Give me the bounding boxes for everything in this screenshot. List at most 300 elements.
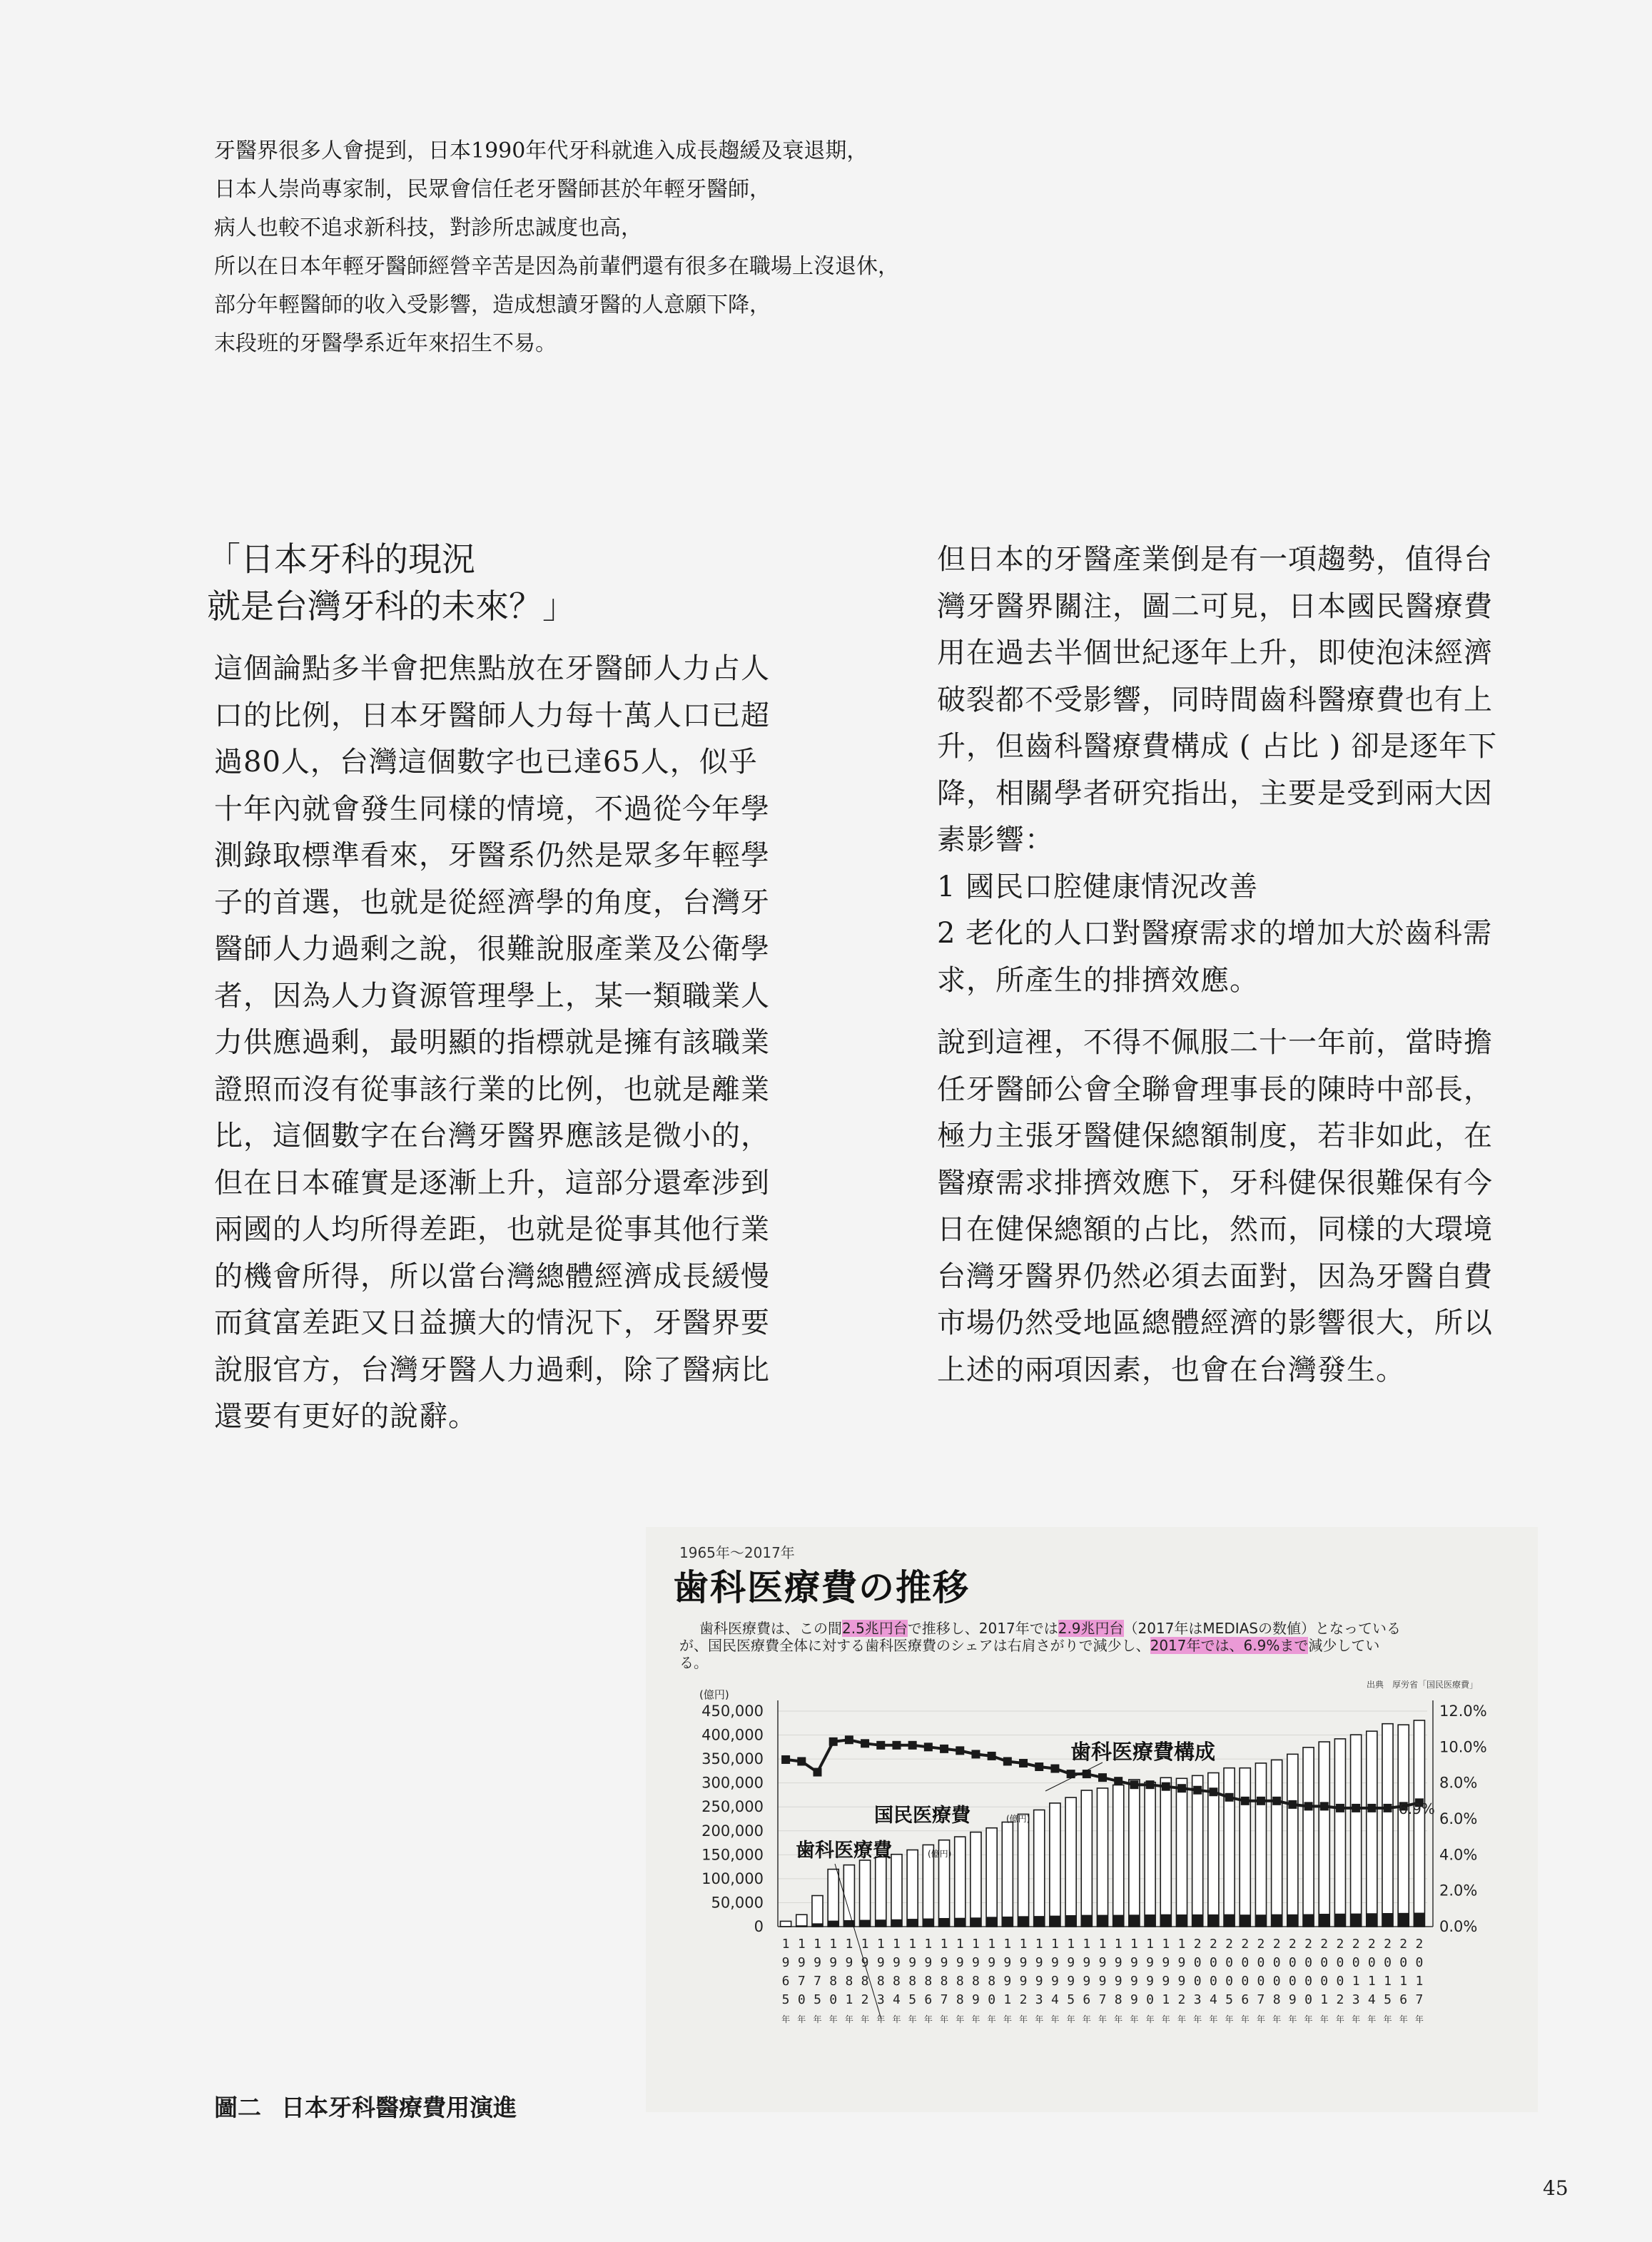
x-year-suffix: 年 [1225,2014,1234,2024]
dental-cost-bar [1081,1915,1092,1927]
text-line: 日在健保總額的占比，然而，同樣的大環境 [937,1213,1493,1246]
x-year-digit: 1 [908,1937,917,1952]
x-year-digit: 1 [845,1937,853,1952]
x-year-suffix: 年 [1035,2014,1044,2024]
national-cost-bar [843,1865,854,1927]
x-year-suffix: 年 [797,2014,806,2024]
x-year-digit: 9 [1019,1955,1028,1970]
text-line: 口的比例，日本牙醫師人力每十萬人口已超 [214,699,770,732]
right-tick-label: 4.0% [1439,1846,1478,1864]
text-line: 的機會所得，所以當台灣總體經濟成長緩慢 [214,1259,770,1293]
dental-share-marker [940,1745,948,1753]
dental-share-marker [1209,1787,1217,1796]
left-tick-label: 300,000 [701,1774,764,1792]
x-year-digit: 8 [972,1974,980,1989]
national-cost-bar [1367,1731,1377,1927]
x-year-digit: 2 [1177,1992,1186,2007]
figure-desc-line: る。 [679,1654,708,1671]
x-year-digit: 0 [1146,1992,1155,2007]
text-line: 降，相關學者研究指出，主要是受到兩大因 [937,776,1493,810]
dental-cost-bar [1351,1914,1362,1927]
x-year-digit: 0 [1415,1955,1424,1970]
x-year-digit: 8 [845,1974,853,1989]
national-cost-bar [1351,1735,1362,1927]
national-cost-bar [971,1832,981,1927]
x-year-digit: 9 [1083,1955,1091,1970]
desc-text: で推移し、2017年では [907,1620,1058,1637]
x-year-suffix: 年 [908,2014,917,2024]
x-year-digit: 1 [1003,1992,1012,2007]
dental-cost-bar [1319,1914,1329,1927]
dental-cost-bar [1255,1914,1266,1927]
left-tick-label: 150,000 [701,1846,764,1864]
x-year-digit: 3 [1352,1992,1360,2007]
text-line: 但在日本確實是逐漸上升，這部分還牽涉到 [214,1166,770,1199]
national-cost-bar [1414,1720,1424,1927]
x-year-digit: 0 [1304,1974,1312,1989]
x-year-digit: 2 [1336,1937,1344,1952]
dental-cost-bar [828,1921,838,1927]
x-year-digit: 7 [1415,1992,1424,2007]
right-column-text [937,537,1551,1394]
x-year-digit: 9 [908,1955,917,1970]
x-year-digit: 2 [1209,1937,1217,1952]
x-year-digit: 0 [1336,1974,1344,1989]
annotation-final-share: 6.9% [1399,1800,1435,1817]
national-cost-bar [1160,1777,1171,1927]
list-item-continued: 求，所產生的排擠效應。 [937,963,1259,997]
paragraph-gap [937,1004,1551,1020]
desc-text: 減少してい [1308,1637,1380,1654]
x-year-digit: 3 [1193,1992,1202,2007]
x-year-digit: 1 [1177,1937,1186,1952]
x-year-suffix: 年 [844,2014,853,2024]
right-tick-label: 10.0% [1439,1738,1487,1756]
x-year-digit: 1 [1050,1937,1059,1952]
intro-paragraph [214,132,1070,363]
dental-share-marker [1050,1765,1059,1773]
right-tick-label: 6.0% [1439,1810,1478,1827]
x-year-digit: 9 [1114,1974,1123,1989]
left-tick-label: 50,000 [711,1894,764,1912]
text-line: 素影響： [937,823,1054,856]
x-year-digit: 1 [988,1937,996,1952]
caption-text: 日本牙科醫療費用演進 [281,2094,517,2121]
x-year-suffix: 年 [1177,2014,1186,2024]
intro-line: 病人也較不追求新科技，對診所忠誠度也高， [214,215,642,240]
x-year-digit: 0 [1399,1955,1408,1970]
dental-share-marker [861,1739,869,1748]
x-year-digit: 0 [1304,1955,1312,1970]
left-column-text [214,646,821,1441]
desc-highlight: 2017年では、6.9%まで [1150,1637,1309,1654]
x-year-suffix: 年 [1399,2014,1408,2024]
dental-cost-bar [1129,1914,1140,1927]
text-line: 子的首選，也就是從經濟學的角度，台灣牙 [214,886,770,919]
x-year-digit: 8 [924,1974,933,1989]
x-year-suffix: 年 [892,2014,901,2024]
dental-cost-bar [812,1923,823,1927]
x-year-digit: 2 [1272,1937,1281,1952]
intro-line: 所以在日本年輕牙醫師經營辛苦是因為前輩們還有很多在職場上沒退休， [214,254,899,279]
x-year-suffix: 年 [923,2014,933,2024]
x-year-digit: 1 [845,1992,853,2007]
right-tick-label: 8.0% [1439,1774,1478,1792]
x-year-digit: 2 [1384,1937,1392,1952]
dental-share-marker [1098,1773,1107,1782]
x-year-digit: 9 [1050,1974,1059,1989]
x-year-digit: 9 [1050,1955,1059,1970]
x-year-suffix: 年 [1003,2014,1012,2024]
x-year-suffix: 年 [1383,2014,1392,2024]
dental-share-marker [892,1741,901,1750]
national-cost-bar [1081,1790,1092,1927]
x-year-digit: 1 [956,1937,964,1952]
national-cost-bar [1319,1742,1329,1927]
x-year-digit: 9 [893,1955,901,1970]
x-year-digit: 1 [1067,1937,1075,1952]
left-tick-label: 200,000 [701,1822,764,1840]
x-year-digit: 0 [1209,1974,1217,1989]
text-line: 任牙醫師公會全聯會理事長的陳時中部長， [937,1072,1493,1106]
desc-highlight: 2.5兆円台 [842,1620,908,1637]
x-year-digit: 1 [924,1937,933,1952]
x-year-digit: 2 [1193,1937,1202,1952]
national-cost-bar [955,1837,966,1927]
text-line: 證照而沒有從事該行業的比例，也就是離業 [214,1072,770,1106]
x-year-digit: 9 [972,1955,980,1970]
x-year-digit: 9 [797,1955,806,1970]
x-year-digit: 9 [1130,1974,1138,1989]
national-cost-bar [876,1857,886,1927]
figure-caption [214,2089,517,2123]
dental-cost-bar [1287,1914,1298,1927]
x-year-digit: 9 [781,1955,790,1970]
dental-share-marker [988,1752,996,1760]
x-year-digit: 9 [1130,1992,1138,2007]
figure-dental-cost-chart [646,1527,1538,2112]
x-year-digit: 8 [940,1974,948,1989]
national-cost-bar [1398,1725,1409,1927]
dental-cost-bar [923,1919,933,1927]
x-year-digit: 9 [1288,1992,1297,2007]
national-cost-bar [1287,1754,1298,1927]
x-year-digit: 5 [1067,1992,1075,2007]
x-year-digit: 7 [1098,1992,1107,2007]
national-cost-bar [1129,1780,1140,1927]
list-item: 1 國民口腔健康情況改善 [937,870,1259,903]
dental-cost-bar [1382,1913,1393,1927]
national-cost-bar [796,1914,807,1927]
x-year-suffix: 年 [876,2014,886,2024]
x-year-digit: 0 [1193,1955,1202,1970]
x-year-digit: 0 [1193,1974,1202,1989]
x-year-digit: 5 [814,1992,821,2007]
x-year-digit: 0 [1384,1955,1392,1970]
x-year-digit: 9 [940,1955,948,1970]
text-line: 灣牙醫界關注，圖二可見，日本國民醫療費 [937,589,1493,623]
national-cost-bar [1382,1724,1393,1927]
x-year-suffix: 年 [1082,2014,1091,2024]
x-year-digit: 5 [908,1992,917,2007]
x-year-digit: 9 [1083,1974,1091,1989]
x-year-digit: 8 [908,1974,917,1989]
dental-cost-bar [1160,1914,1171,1927]
x-year-suffix: 年 [1304,2014,1313,2024]
national-cost-bar [1334,1739,1345,1927]
x-year-digit: 1 [1114,1937,1123,1952]
x-year-digit: 9 [1162,1974,1170,1989]
national-cost-bar [1240,1768,1250,1927]
text-line: 破裂都不受影響，同時間齒科醫療費也有上 [937,683,1493,716]
x-year-digit: 1 [1384,1974,1392,1989]
dental-share-marker [1304,1802,1313,1810]
dental-cost-bar [1414,1913,1424,1927]
text-line: 升，但齒科醫療費構成 ( 占比 ) 卻是逐年下 [937,730,1498,763]
x-year-digit: 9 [1035,1955,1043,1970]
x-year-suffix: 年 [1145,2014,1155,2024]
x-year-digit: 0 [1257,1955,1265,1970]
x-year-digit: 8 [876,1974,885,1989]
left-tick-label: 0 [754,1918,764,1935]
national-cost-bar [1050,1803,1060,1927]
x-year-suffix: 年 [987,2014,996,2024]
x-year-digit: 0 [1304,1992,1312,2007]
desc-text: （2017年はMEDIASの数値）となっている [1123,1620,1401,1637]
dental-share-marker [1083,1770,1091,1778]
x-year-digit: 8 [956,1992,964,2007]
x-year-suffix: 年 [1050,2014,1060,2024]
x-year-digit: 6 [781,1974,790,1989]
dental-share-marker [1320,1802,1329,1810]
x-year-digit: 4 [1367,1992,1376,2007]
x-year-digit: 0 [1241,1974,1250,1989]
dental-share-marker [1257,1797,1265,1805]
x-year-digit: 1 [893,1937,901,1952]
x-year-digit: 1 [1146,1937,1155,1952]
x-year-digit: 2 [1225,1937,1233,1952]
dental-share-marker [1177,1784,1186,1792]
x-year-digit: 2 [1320,1937,1329,1952]
x-year-digit: 8 [1114,1992,1123,2007]
x-year-digit: 1 [781,1937,790,1952]
national-cost-bar [860,1860,871,1927]
x-year-digit: 2 [1399,1937,1408,1952]
x-year-digit: 1 [1162,1937,1170,1952]
national-cost-bar [986,1828,997,1927]
x-year-digit: 1 [797,1937,806,1952]
x-year-digit: 9 [1114,1955,1123,1970]
x-year-suffix: 年 [940,2014,949,2024]
text-line: 市場仍然受地區總體經濟的影響很大，所以 [937,1307,1493,1339]
x-year-digit: 9 [1067,1955,1075,1970]
x-year-suffix: 年 [1414,2014,1424,2024]
dental-cost-bar [1208,1914,1219,1927]
text-line: 而貧富差距又日益擴大的情況下，牙醫界要 [214,1307,770,1339]
section-heading [207,537,706,631]
dental-cost-bar [860,1920,871,1927]
x-year-digit: 9 [1162,1955,1170,1970]
left-axis-unit: (億円) [699,1688,729,1701]
dental-cost-bar [1145,1914,1155,1927]
x-year-digit: 2 [1257,1937,1265,1952]
x-year-digit: 2 [1367,1937,1376,1952]
dental-cost-bar [1398,1913,1409,1927]
x-year-digit: 6 [1083,1992,1091,2007]
x-year-digit: 9 [1035,1974,1043,1989]
x-year-digit: 2 [1352,1937,1360,1952]
x-year-suffix: 年 [1098,2014,1108,2024]
dental-share-marker [1114,1777,1123,1785]
right-tick-label: 12.0% [1439,1703,1487,1720]
national-cost-bar [1224,1768,1235,1927]
dental-cost-bar [1113,1915,1124,1927]
dental-share-marker [971,1750,980,1758]
x-year-suffix: 年 [1352,2014,1361,2024]
heading-line: 就是台灣牙科的未來？」 [207,587,576,627]
dental-share-marker [845,1735,853,1744]
national-cost-bar [812,1896,823,1927]
x-year-digit: 0 [797,1992,806,2007]
dental-cost-chart [646,1527,1538,2112]
x-year-digit: 9 [1067,1974,1075,1989]
x-year-digit: 0 [829,1992,838,2007]
dental-share-marker [1225,1793,1234,1802]
left-tick-label: 400,000 [701,1726,764,1744]
text-line: 醫師人力過剩之說，很難說服產業及公衛學 [214,933,770,965]
intro-line: 日本人崇尚專家制，民眾會信任老牙醫師甚於年輕牙醫師， [214,177,771,202]
caption-label: 圖二 [214,2094,261,2121]
dental-cost-bar [891,1919,902,1927]
x-year-digit: 1 [1162,1992,1170,2007]
text-line: 比，這個數字在台灣牙醫界應該是微小的， [214,1120,770,1152]
dental-cost-bar [939,1918,950,1927]
x-year-digit: 1 [1352,1974,1360,1989]
x-year-digit: 2 [861,1992,869,2007]
x-year-digit: 9 [1098,1974,1107,1989]
x-year-digit: 1 [972,1937,980,1952]
series-label-dental: 歯科医療費 [796,1840,892,1862]
x-year-digit: 4 [1209,1992,1217,2007]
x-year-digit: 1 [1083,1937,1091,1952]
x-year-digit: 9 [1098,1955,1107,1970]
x-year-digit: 2 [1241,1937,1250,1952]
dental-cost-bar [876,1919,886,1927]
x-year-digit: 9 [1146,1955,1155,1970]
x-year-digit: 7 [797,1974,806,1989]
text-line: 十年內就會發生同樣的情境，不過從今年學 [214,792,770,826]
text-line: 用在過去半個世紀逐年上升，即使泡沫經濟 [937,636,1493,669]
x-year-digit: 0 [1352,1955,1360,1970]
dental-share-marker [1162,1782,1170,1791]
text-line: 但日本的牙醫產業倒是有一項趨勢，值得台 [937,543,1493,576]
text-line: 極力主張牙醫健保總額制度，若非如此，在 [937,1120,1493,1152]
x-year-digit: 9 [956,1955,964,1970]
x-year-suffix: 年 [781,2014,791,2024]
x-year-digit: 1 [829,1937,838,1952]
x-year-digit: 0 [988,1992,996,2007]
dental-share-marker [1146,1780,1155,1789]
national-cost-bar [1192,1775,1203,1927]
dental-cost-bar [1272,1914,1282,1927]
x-year-digit: 1 [1415,1974,1424,1989]
x-year-digit: 2 [1304,1937,1312,1952]
x-year-digit: 0 [1225,1955,1233,1970]
x-year-suffix: 年 [813,2014,822,2024]
x-year-suffix: 年 [1240,2014,1250,2024]
national-cost-bar [1176,1778,1187,1927]
x-year-digit: 9 [1003,1974,1012,1989]
x-year-suffix: 年 [1367,2014,1377,2024]
text-line: 醫療需求排擠效應下，牙科健保很難保有今 [937,1166,1493,1199]
dental-cost-bar [1192,1914,1203,1927]
series-label-share: 歯科医療費構成 [1070,1740,1216,1764]
dental-share-marker [1384,1804,1392,1812]
text-line: 這個論點多半會把焦點放在牙醫師人力占人 [214,652,770,685]
dental-share-marker [1241,1797,1250,1805]
x-year-digit: 9 [972,1992,980,2007]
figure-year-range: 1965年～2017年 [679,1544,795,1561]
dental-share-marker [908,1741,917,1750]
dental-cost-bar [1224,1914,1235,1927]
left-tick-label: 250,000 [701,1798,764,1816]
right-tick-label: 2.0% [1439,1882,1478,1899]
figure-title: 歯科医療費の推移 [673,1567,970,1608]
national-cost-bar [1018,1814,1028,1927]
desc-highlight: 2.9兆円台 [1058,1620,1124,1637]
dental-share-marker [829,1738,838,1746]
dental-cost-bar [1097,1915,1108,1927]
x-year-digit: 9 [814,1955,821,1970]
x-year-suffix: 年 [1193,2014,1202,2024]
x-year-digit: 5 [781,1992,790,2007]
dental-share-marker [797,1757,806,1765]
figure-source: 出典 厚労省「国民医療費」 [1367,1680,1479,1690]
text-line: 上述的兩項因素，也會在台灣發生。 [937,1353,1405,1386]
left-tick-label: 100,000 [701,1870,764,1887]
dental-share-marker [1352,1804,1360,1812]
dental-cost-bar [1367,1913,1377,1927]
x-year-digit: 9 [1130,1955,1138,1970]
intro-line: 部分年輕醫師的收入受影響，造成想讀牙醫的人意願下降， [214,293,771,318]
page-number: 45 [1543,2176,1569,2200]
x-year-digit: 1 [1367,1974,1376,1989]
x-year-digit: 9 [1003,1955,1012,1970]
x-year-digit: 1 [1320,1992,1329,2007]
dental-share-marker [1272,1797,1281,1805]
dental-share-marker [956,1746,964,1755]
text-line: 說服官方，台灣牙醫人力過剩，除了醫病比 [214,1353,770,1386]
x-year-digit: 9 [924,1955,933,1970]
x-year-digit: 0 [1272,1974,1281,1989]
intro-line: 牙醫界很多人會提到，日本1990年代牙科就進入成長趨緩及衰退期， [214,138,868,163]
text-line: 力供應過剩，最明顯的指標就是擁有該職業 [214,1026,770,1059]
dental-share-marker [813,1768,821,1777]
series-unit-national: (億円) [1006,1814,1030,1824]
x-year-digit: 8 [1272,1992,1281,2007]
dental-share-marker [1019,1759,1028,1767]
dental-cost-bar [1050,1916,1060,1927]
x-year-digit: 3 [1035,1992,1043,2007]
x-year-digit: 9 [861,1955,869,1970]
dental-cost-bar [1334,1914,1345,1927]
dental-share-marker [1193,1786,1202,1795]
intro-line: 末段班的牙醫學系近年來招生不易。 [214,331,557,356]
text-line: 者，因為人力資源管理學上，某一類職業人 [214,979,770,1013]
dental-cost-bar [986,1917,997,1927]
dental-share-marker [876,1741,885,1750]
x-year-digit: 1 [1035,1937,1043,1952]
